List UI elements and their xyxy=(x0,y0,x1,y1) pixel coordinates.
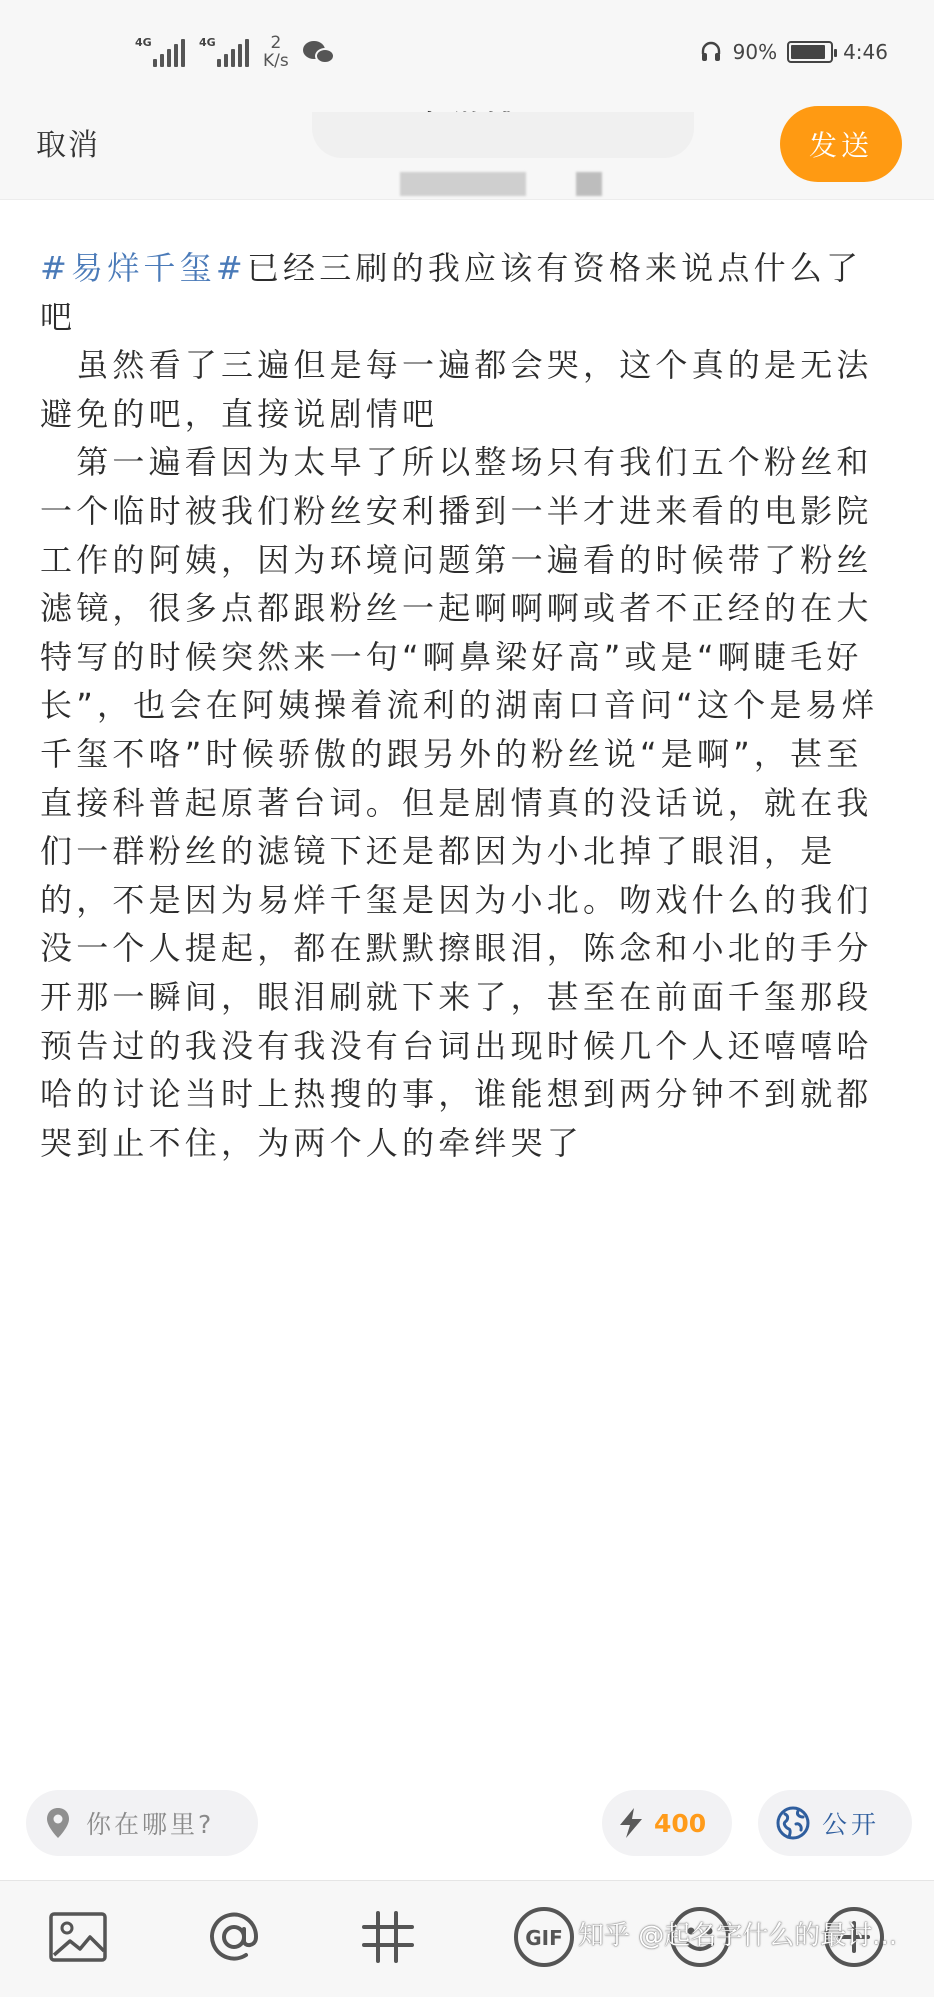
wechat-icon xyxy=(303,39,337,65)
hashtag-link[interactable]: #易烊千玺# xyxy=(40,249,247,287)
cancel-button[interactable]: 取消 xyxy=(36,128,100,163)
blurred-account-arrow xyxy=(576,172,602,196)
at-icon[interactable] xyxy=(202,1905,266,1969)
character-count: 400 xyxy=(654,1808,707,1838)
sim2-label: 4G xyxy=(199,36,216,49)
visibility-chip[interactable] xyxy=(758,1790,912,1856)
battery-percent: 90% xyxy=(732,40,778,64)
post-paragraph-3: 第一遍看因为太早了所以整场只有我们五个粉丝和一个临时被我们粉丝安利播到一半才进来看的电影院工作的阿姨，因为环境问题第一遍看的时候带了粉丝滤镜，很多点都跟粉丝一起啊啊啊或者不正经的在大特写的时候突然来一句“啊鼻梁好高”或是“啊睫毛好长”，也会在阿姨操着流利的湖南口音问“这个是易烊千玺不咯”时候骄傲的跟另外的粉丝说“是啊”，甚至直接科普起原著台词。但是剧情真的没话说，就在我们一群粉丝的滤镜下还是都因为小北掉了眼泪，是的，不是因为易烊千玺是因为小北。吻戏什么的我们没一个人提起，都在默默擦眼泪，陈念和小北的手分开那一瞬间，眼泪刷就下来了，甚至在前面千玺那段预告过的我没有我没有台词出现时候几个人还嘻嘻哈哈的讨论当时上热搜的事，谁能想到两分钟不到就都哭到止不住，为两个人的牵绊哭了 xyxy=(40,443,878,1162)
network-speed xyxy=(263,34,289,70)
status-bar-left xyxy=(135,34,337,70)
headset-icon xyxy=(699,40,723,64)
character-count-chip[interactable] xyxy=(602,1790,732,1856)
sim1-label: 4G xyxy=(135,36,152,49)
battery-icon xyxy=(787,41,833,63)
globe-icon xyxy=(776,1806,810,1840)
location-placeholder: 你在哪里? xyxy=(86,1810,215,1839)
network-speed-unit: K/s xyxy=(263,51,289,71)
location-pin-icon xyxy=(46,1807,70,1839)
post-paragraph-2: 虽然看了三遍但是每一遍都会哭，这个真的是无法避免的吧，直接说剧情吧 xyxy=(40,346,873,433)
status-bar-right xyxy=(699,40,888,64)
image-icon[interactable] xyxy=(46,1905,110,1969)
signal-icon xyxy=(135,37,185,67)
location-chip[interactable] xyxy=(26,1790,258,1856)
lightning-icon xyxy=(616,1807,646,1839)
zhihu-watermark: 知乎 @起名字什么的最讨... xyxy=(578,1921,898,1951)
battery-fill xyxy=(791,45,825,59)
post-text-area[interactable] xyxy=(40,244,895,1167)
clock: 4:46 xyxy=(843,40,888,64)
gif-icon[interactable] xyxy=(512,1905,576,1969)
hashtag-icon[interactable] xyxy=(356,1905,420,1969)
network-speed-value: 2 xyxy=(270,33,282,53)
send-button[interactable]: 发送 xyxy=(780,106,902,182)
post-paragraph-1 xyxy=(40,244,895,341)
blurred-account-name xyxy=(400,172,526,196)
account-selector[interactable] xyxy=(312,112,694,158)
post-first-line: 已经三刷的我应该有资格来说点什么了吧 xyxy=(40,249,863,336)
signal-icon xyxy=(199,37,249,67)
gif-label: GIF xyxy=(525,1926,563,1950)
visibility-label: 公开 xyxy=(822,1810,881,1839)
